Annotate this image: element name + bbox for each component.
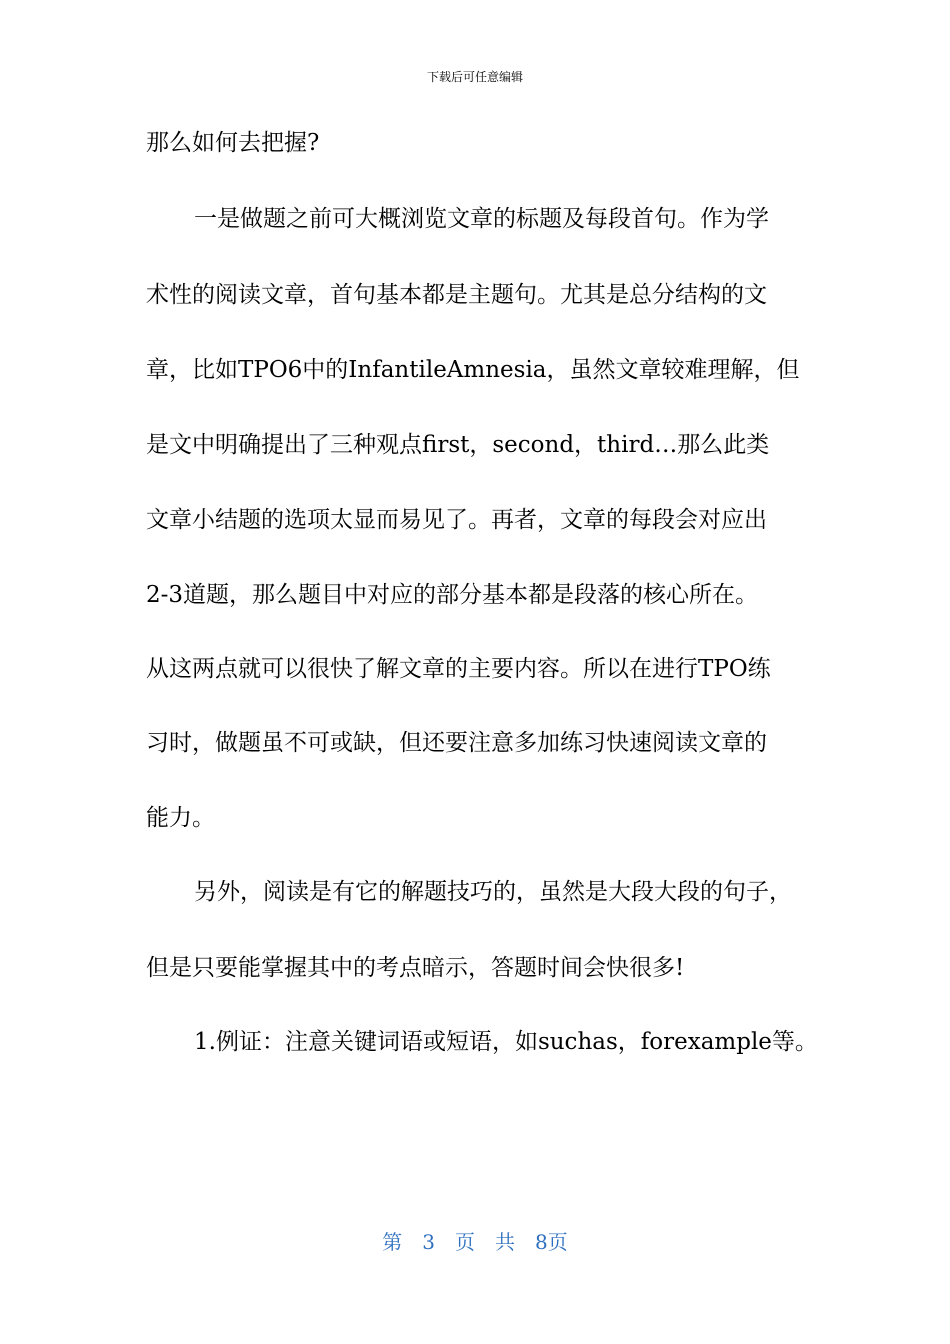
text-line: 但是只要能掌握其中的考点暗示，答题时间会快很多!: [146, 955, 685, 981]
text-line: 1.例证：注意关键词语或短语，如suchas，forexample等。: [194, 1029, 818, 1055]
text-line: 能力。: [146, 805, 215, 831]
text-line: 文章小结题的选项太显而易见了。再者，文章的每段会对应出: [146, 507, 767, 533]
text-line: 2-3道题，那么题目中对应的部分基本都是段落的核心所在。: [146, 582, 759, 608]
header-note: 下载后可任意编辑: [426, 70, 523, 84]
text-line: 是文中明确提出了三种观点first，second，third…那么此类: [146, 432, 770, 458]
text-line: 另外，阅读是有它的解题技巧的，虽然是大段大段的句子，: [194, 879, 792, 905]
text-line: 章，比如TPO6中的InfantileAmnesia，虽然文章较难理解，但: [146, 357, 800, 383]
page-number: 第 3 页 共 8页: [382, 1230, 568, 1254]
text-line: 习时，做题虽不可或缺，但还要注意多加练习快速阅读文章的: [146, 730, 767, 756]
text-line: 那么如何去把握?: [146, 130, 320, 156]
text-line: 从这两点就可以很快了解文章的主要内容。所以在进行TPO练: [146, 656, 771, 682]
text-line: 术性的阅读文章，首句基本都是主题句。尤其是总分结构的文: [146, 282, 767, 308]
text-line: 一是做题之前可大概浏览文章的标题及每段首句。作为学: [194, 206, 769, 232]
